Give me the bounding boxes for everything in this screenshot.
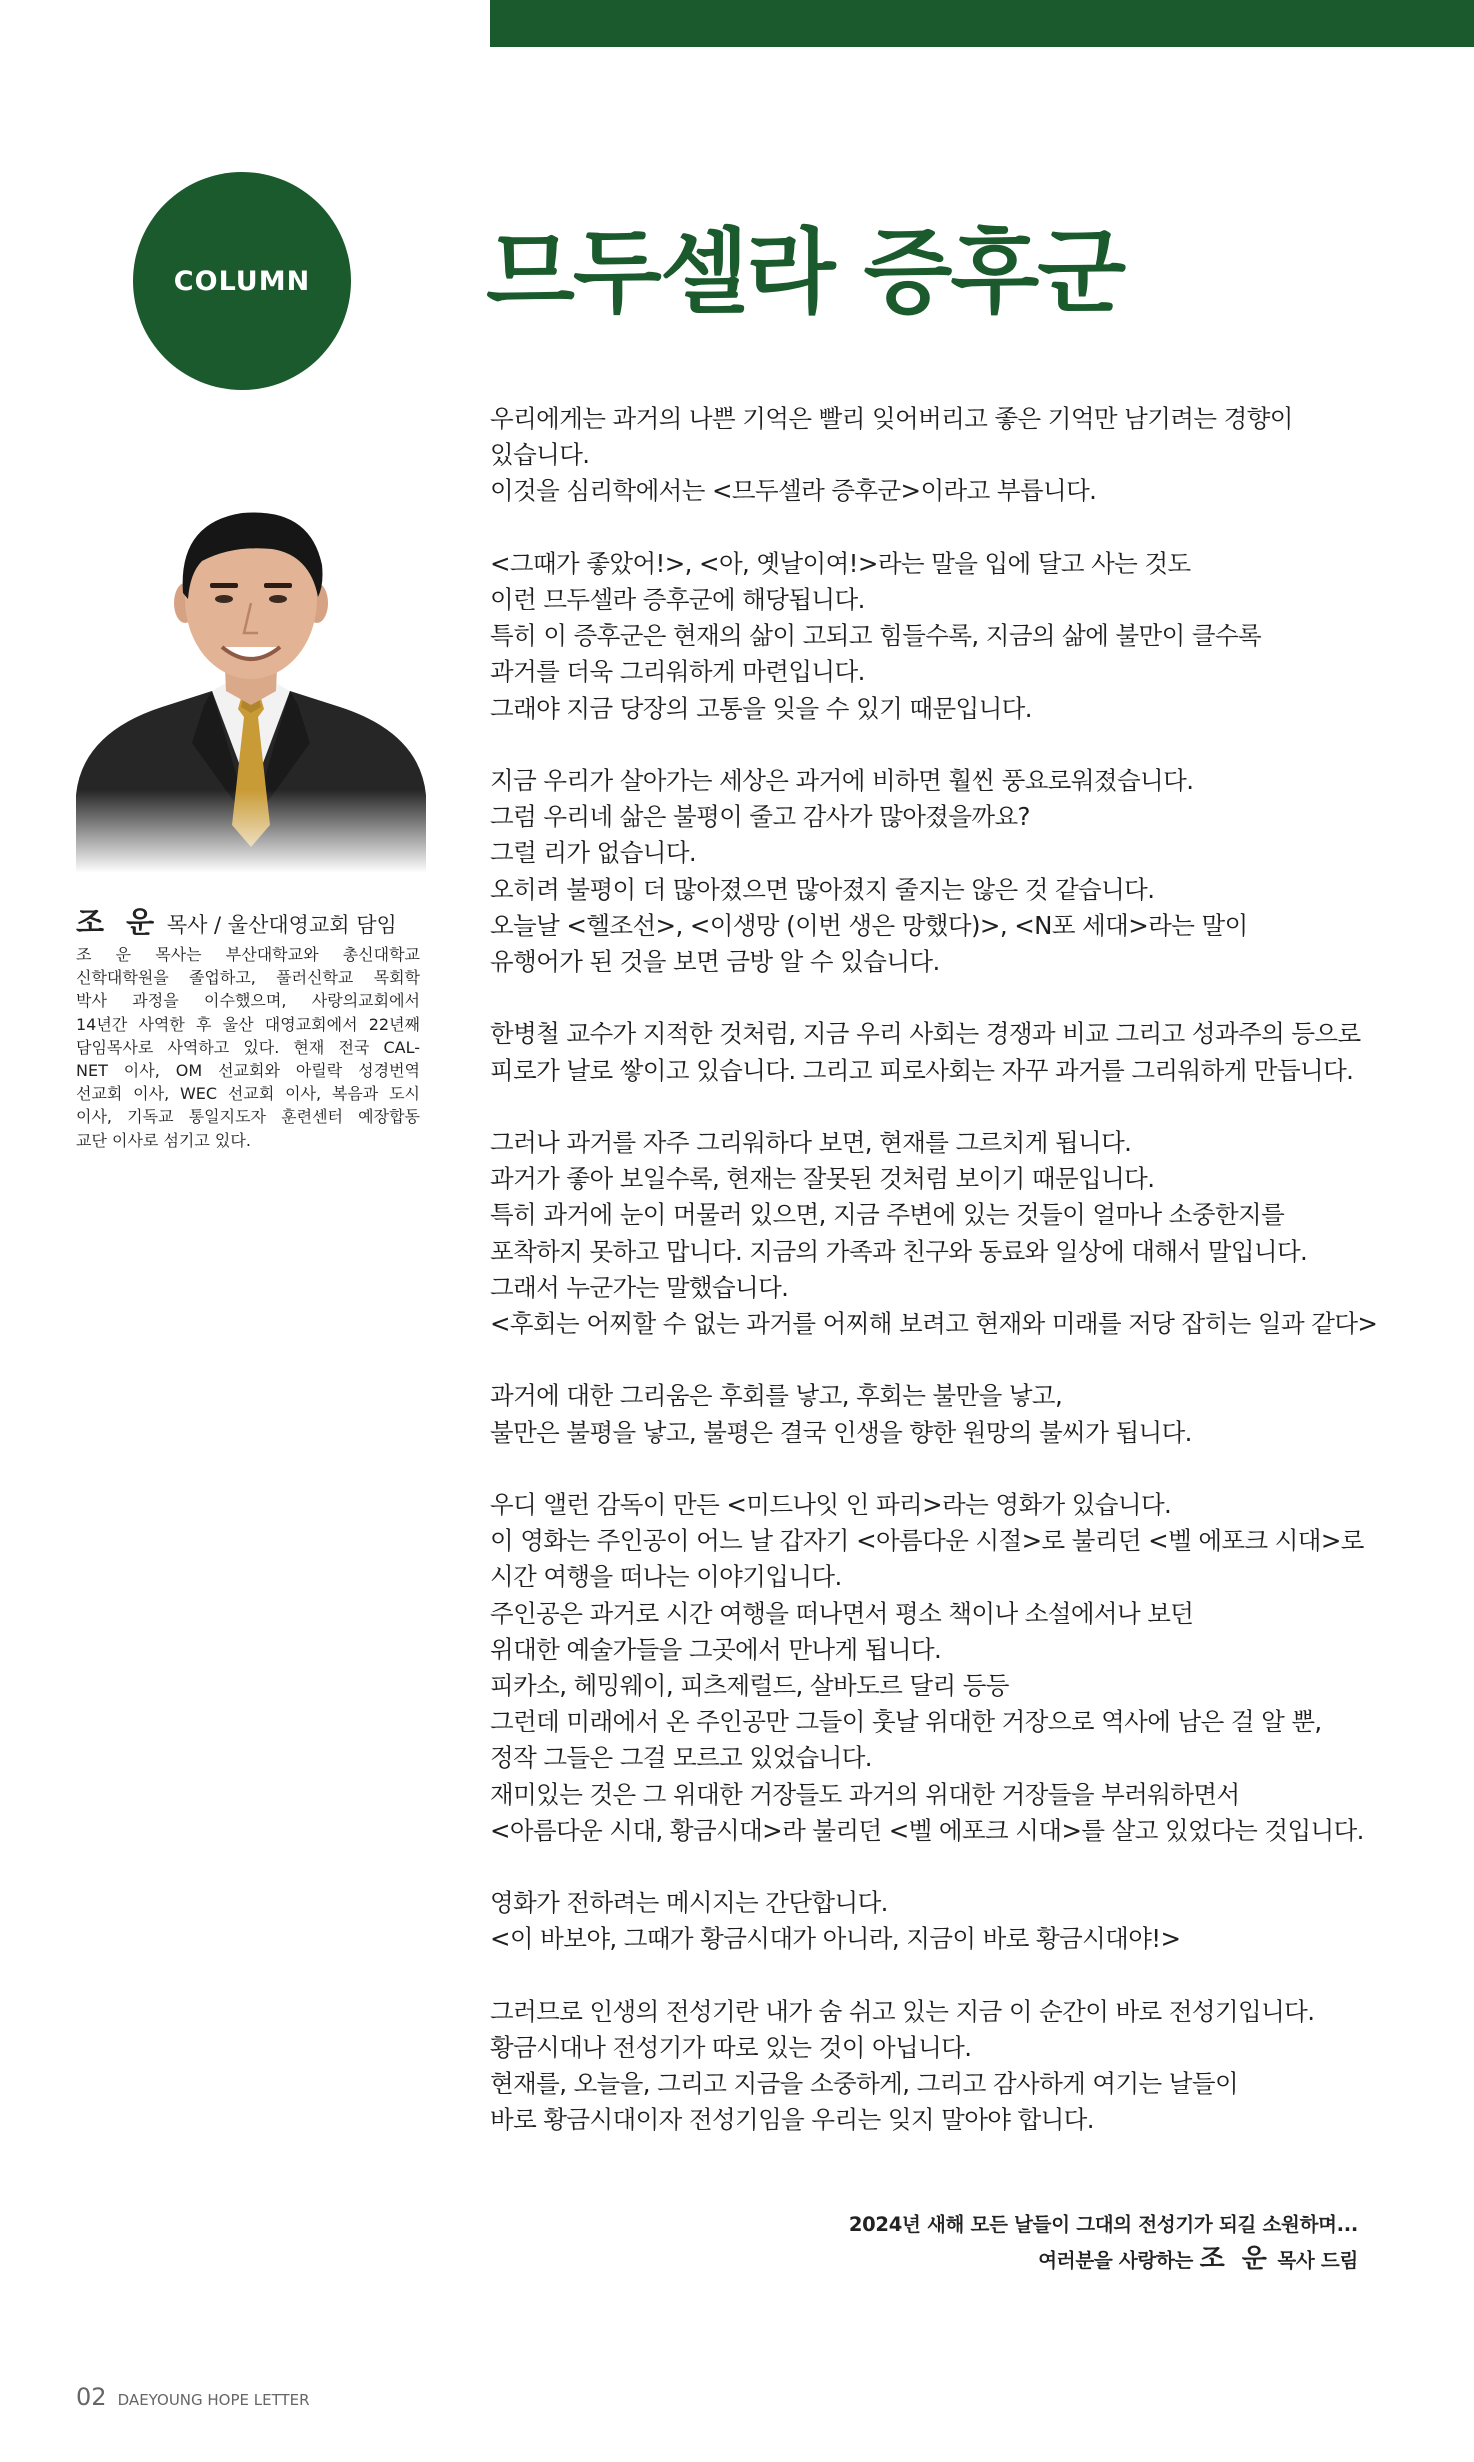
bio-line: 교단 이사로 섬기고 있다. (76, 1130, 251, 1150)
body-line: 지금 우리가 살아가는 세상은 과거에 비하면 훨씬 풍요로워졌습니다. (490, 766, 1194, 795)
body-line: 우리에게는 과거의 나쁜 기억은 빨리 잊어버리고 좋은 기억만 남기려는 경향이 (490, 404, 1293, 433)
bio-line: 14년간 사역한 후 울산 대영교회에서 22년째 (76, 1014, 420, 1034)
body-line: 특히 이 증후군은 현재의 삶이 고되고 힘들수록, 지금의 삶에 불만이 클수록 (490, 621, 1262, 651)
closing-suffix: 목사 드림 (1277, 2249, 1358, 2272)
body-line: 과거가 좋아 보일수록, 현재는 잘못된 것처럼 보이기 때문입니다. (490, 1164, 1155, 1194)
author-role: 목사 / 울산대영교회 담임 (166, 913, 397, 937)
body-line: 특히 과거에 눈이 머물러 있으면, 지금 주변에 있는 것들이 얼마나 소중한지를 (490, 1200, 1285, 1230)
body-line: <아름다운 시대, 황금시대>라 불리던 <벨 에포크 시대>를 살고 있었다는 것입니다. (490, 1815, 1364, 1845)
article-body (490, 401, 1400, 2175)
body-line: 그럼 우리네 삶은 불평이 줄고 감사가 많아졌을까요? (490, 802, 1030, 832)
closing-wish: 2024년 새해 모든 날들이 그대의 전성기가 되길 소원하며... (848, 2213, 1358, 2236)
body-line: <후회는 어찌할 수 없는 과거를 어찌해 보려고 현재와 미래를 저당 잡히는 일과 같다> (490, 1309, 1378, 1339)
bio-line: 이사, 기독교 통일지도자 훈련센터 예장합동 (76, 1107, 420, 1127)
body-line: <그때가 좋았어!>, <아, 옛날이여!>라는 말을 입에 달고 사는 것도 (490, 548, 1191, 578)
bio-line: 조 운 목사는 부산대학교와 총신대학교 (76, 945, 420, 964)
paragraph (490, 1378, 1400, 1450)
body-line: 불만은 불평을 낳고, 불평은 결국 인생을 향한 원망의 불씨가 됩니다. (490, 1417, 1192, 1447)
page-number: 02 (76, 2383, 107, 2411)
body-line: 재미있는 것은 그 위대한 거장들도 과거의 위대한 거장들을 부러워하면서 (490, 1779, 1240, 1809)
body-line: 그래서 누군가는 말했습니다. (490, 1272, 789, 1302)
paragraph (490, 763, 1400, 980)
body-line: 영화가 전하려는 메시지는 간단합니다. (490, 1888, 888, 1918)
body-line: 이것을 심리학에서는 <므두셀라 증후군>이라고 부릅니다. (490, 476, 1097, 506)
body-line: 이런 므두셀라 증후군에 해당됩니다. (490, 585, 865, 614)
paragraph (490, 546, 1400, 727)
article-title: 므두셀라 증후군 (486, 219, 1125, 326)
paragraph (490, 1487, 1400, 1849)
paragraph (490, 1885, 1400, 1957)
paragraph (490, 401, 1400, 510)
author-bio (76, 943, 420, 1152)
paragraph (490, 1016, 1400, 1088)
body-line: 정작 그들은 그걸 모르고 있었습니다. (490, 1743, 872, 1773)
body-line: 과거에 대한 그리움은 후회를 낳고, 후회는 불만을 낳고, (490, 1381, 1063, 1411)
author-photo (72, 495, 430, 873)
paragraph (490, 1994, 1400, 2139)
column-badge (133, 172, 351, 390)
body-line: 그래야 지금 당장의 고통을 잊을 수 있기 때문입니다. (490, 693, 1032, 723)
body-line: 우디 앨런 감독이 만든 <미드나잇 인 파리>라는 영화가 있습니다. (490, 1490, 1172, 1519)
body-line: 있습니다. (490, 440, 590, 470)
page-footer (76, 2383, 310, 2411)
closing-sign-off (849, 2242, 1358, 2278)
body-line: 한병철 교수가 지적한 것처럼, 지금 우리 사회는 경쟁과 비교 그리고 성과주의 등으로 (490, 1019, 1361, 1049)
author-name-line (76, 900, 397, 941)
body-line: <이 바보야, 그때가 황금시대가 아니라, 지금이 바로 황금시대야!> (490, 1924, 1181, 1954)
body-line: 그런데 미래에서 온 주인공만 그들이 훗날 위대한 거장으로 역사에 남은 걸 알 뿐, (490, 1707, 1322, 1737)
body-line: 오늘날 <헬조선>, <이생망 (이번 생은 망했다)>, <N포 세대>라는 말이 (490, 910, 1248, 940)
author-name: 조 운 (76, 905, 161, 939)
body-line: 과거를 더욱 그리워하게 마련입니다. (490, 657, 865, 687)
body-line: 오히려 불평이 더 많아졌으면 많아졌지 줄지는 않은 것 같습니다. (490, 874, 1155, 904)
body-line: 현재를, 오늘을, 그리고 지금을 소중하게, 그리고 감사하게 여기는 날들이 (490, 2069, 1239, 2099)
closing-signature (849, 2208, 1358, 2278)
column-label: COLUMN (173, 265, 311, 297)
closing-prefix: 여러분을 사랑하는 (1038, 2249, 1194, 2272)
bio-line: NET 이사, OM 선교회와 아릴락 성경번역 (76, 1061, 420, 1081)
bio-line: 박사 과정을 이수했으며, 사랑의교회에서 (76, 991, 420, 1011)
body-line: 이 영화는 주인공이 어느 날 갑자기 <아름다운 시절>로 불리던 <벨 에포크 시대>로 (490, 1526, 1364, 1556)
body-line: 시간 여행을 떠나는 이야기입니다. (490, 1562, 842, 1592)
body-line: 피로가 날로 쌓이고 있습니다. 그리고 피로사회는 자꾸 과거를 그리워하게 만듭니다. (490, 1055, 1354, 1085)
bio-line: 담임목사로 사역하고 있다. 현재 전국 CAL- (76, 1037, 420, 1057)
paragraph (490, 1125, 1400, 1342)
body-line: 그러므로 인생의 전성기란 내가 숨 쉬고 있는 지금 이 순간이 바로 전성기입니다. (490, 1996, 1315, 2026)
body-line: 바로 황금시대이자 전성기임을 우리는 잊지 말아야 합니다. (490, 2105, 1094, 2135)
top-green-bar (490, 0, 1474, 47)
body-line: 황금시대나 전성기가 따로 있는 것이 아닙니다. (490, 2033, 972, 2063)
closing-name: 조 운 (1199, 2244, 1271, 2274)
body-line: 그러나 과거를 자주 그리워하다 보면, 현재를 그르치게 됩니다. (490, 1128, 1132, 1157)
body-line: 위대한 예술가들을 그곳에서 만나게 됩니다. (490, 1634, 942, 1664)
body-line: 그럴 리가 없습니다. (490, 838, 697, 868)
bio-line: 선교회 이사, WEC 선교회 이사, 복음과 도시 (76, 1084, 420, 1104)
body-line: 포착하지 못하고 맙니다. 지금의 가족과 친구와 동료와 일상에 대해서 말입니다. (490, 1236, 1308, 1266)
body-line: 주인공은 과거로 시간 여행을 떠나면서 평소 책이나 소설에서나 보던 (490, 1598, 1194, 1628)
publication-name: DAEYOUNG HOPE LETTER (117, 2391, 310, 2409)
bio-line: 신학대학원을 졸업하고, 풀러신학교 목회학 (76, 968, 420, 988)
body-line: 유행어가 된 것을 보면 금방 알 수 있습니다. (490, 947, 940, 977)
body-line: 피카소, 헤밍웨이, 피츠제럴드, 살바도르 달리 등등 (490, 1671, 1009, 1701)
